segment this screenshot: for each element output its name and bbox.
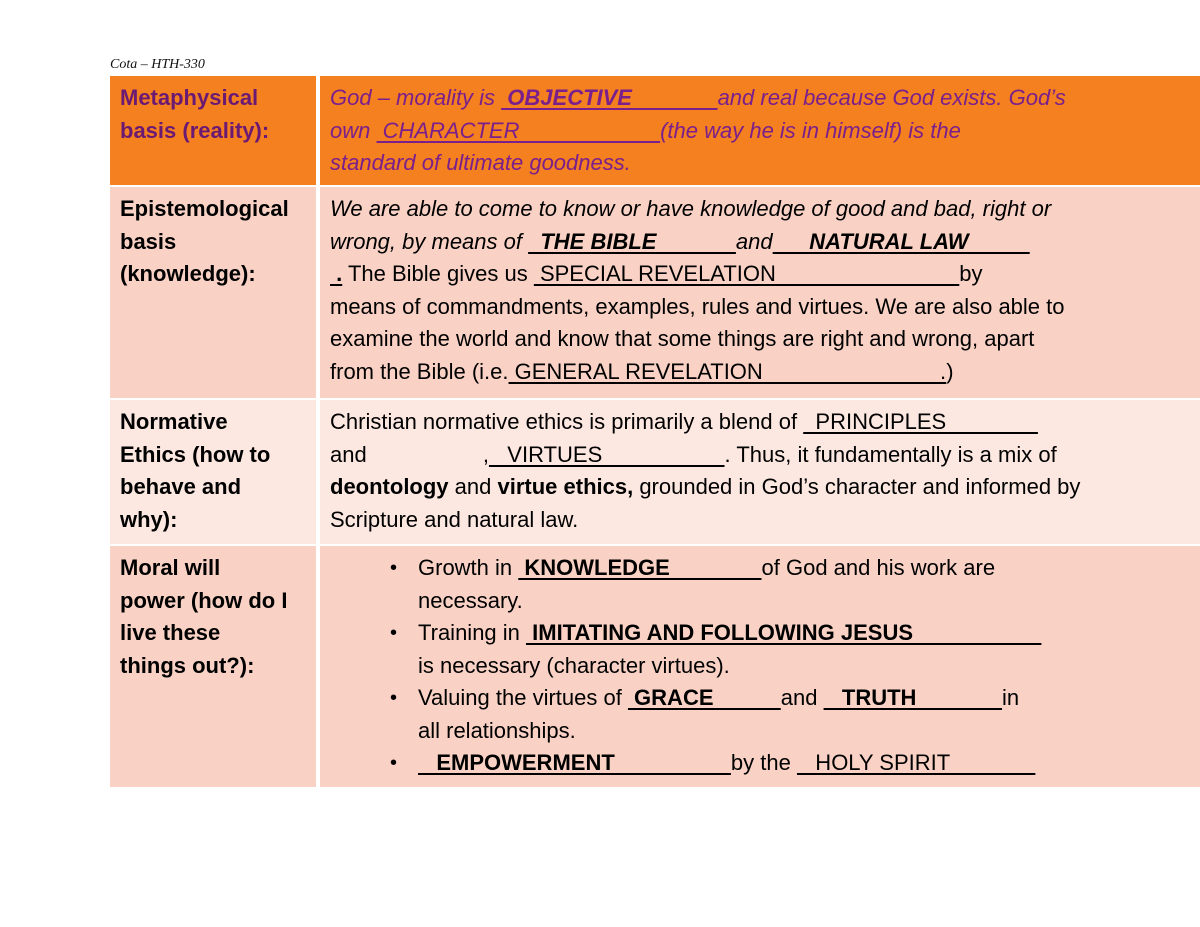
text: by the (730, 750, 797, 775)
text: and (780, 685, 824, 710)
body-line: standard of ultimate goodness. (330, 150, 631, 175)
bullet-icon: • (390, 622, 398, 644)
label-line: things out?): (120, 652, 255, 678)
answer-grace[interactable]: GRACE (627, 685, 781, 710)
label-line: Moral will (120, 555, 221, 580)
row-normative (108, 400, 1200, 544)
text: (the way he is in himself) is the (660, 117, 961, 143)
answer-virtues[interactable]: VIRTUES (488, 441, 725, 467)
text-deontology: deontology (330, 474, 449, 499)
answer-period: . (330, 261, 343, 286)
answer-special-revelation[interactable]: SPECIAL REVELATION (533, 261, 960, 286)
list-item (330, 682, 1200, 747)
answer-natural-law[interactable]: NATURAL LAW (772, 228, 1030, 254)
label-metaphysical (110, 76, 316, 185)
text: and (448, 474, 498, 499)
body-willpower (320, 546, 1200, 787)
label-line: Normative (120, 409, 228, 434)
body-line (330, 258, 1200, 291)
label-line: Epistemological (120, 196, 289, 221)
text: God – morality is (330, 85, 502, 110)
body-normative (320, 400, 1200, 544)
label-line: Ethics (how to (120, 441, 271, 467)
row-metaphysical (108, 76, 1200, 185)
label-line: live these (120, 620, 221, 645)
text: and , (330, 441, 489, 467)
bullet-icon: • (390, 687, 398, 709)
label-line: (knowledge): (120, 261, 256, 286)
answer-principles[interactable]: PRINCIPLES (803, 409, 1038, 434)
body-line (330, 82, 1200, 115)
body-line (330, 439, 1200, 472)
answer-character[interactable]: CHARACTER (376, 117, 661, 143)
answer-knowledge[interactable]: KNOWLEDGE (518, 555, 762, 580)
text: Training in (418, 620, 527, 645)
answer-bible[interactable]: THE BIBLE (528, 228, 736, 254)
body-metaphysical (320, 76, 1200, 185)
text: of God and his work are (761, 555, 996, 580)
bullet-icon: • (390, 752, 398, 774)
label-epistemological (110, 187, 316, 398)
body-epistemological (320, 187, 1200, 398)
label-line: power (how do I (120, 587, 288, 613)
answer-general-revelation[interactable]: GENERAL REVELATION . (508, 358, 947, 384)
body-line (418, 682, 1200, 715)
body-line (330, 115, 1200, 148)
body-line: necessary. (418, 587, 523, 613)
body-line (330, 406, 1200, 439)
text-virtue-ethics: virtue ethics, (497, 474, 634, 499)
text: own (330, 117, 377, 143)
body-line (418, 617, 1200, 650)
text: The Bible gives us (342, 261, 534, 286)
text: ) (946, 358, 954, 384)
label-line: why): (120, 506, 178, 532)
text: wrong, by means of (330, 228, 529, 254)
list-item (330, 552, 1200, 617)
text: Valuing the virtues of (418, 685, 628, 710)
bullet-icon: • (390, 557, 398, 579)
label-willpower (110, 546, 316, 787)
row-willpower (108, 546, 1200, 787)
row-epistemological (108, 187, 1200, 398)
answer-objective[interactable]: OBJECTIVE (501, 85, 718, 110)
answer-holy-spirit[interactable]: HOLY SPIRIT (796, 750, 1036, 775)
body-line: examine the world and know that some things are right and wrong, apart (330, 326, 1035, 351)
body-line (418, 552, 1200, 585)
text: Christian normative ethics is primarily a blend of (330, 409, 804, 434)
label-line: Metaphysical (120, 85, 259, 110)
body-line: We are able to come to know or have knowledge of good and bad, right or (330, 196, 1052, 221)
text: and real because God exists. God’s (717, 85, 1066, 110)
text: . Thus, it fundamentally is a mix of (724, 441, 1057, 467)
body-line (330, 226, 1200, 259)
body-line: Scripture and natural law. (330, 506, 579, 532)
text: and (735, 228, 773, 254)
text: in (1002, 685, 1020, 710)
list-item (330, 617, 1200, 682)
body-line (330, 356, 1200, 389)
label-normative (110, 400, 316, 544)
body-line: means of commandments, examples, rules and virtues. We are also able to (330, 293, 1065, 319)
text: Growth in (418, 555, 519, 580)
label-line: basis (reality): (120, 117, 270, 143)
label-line: behave and (120, 474, 242, 499)
body-line (418, 747, 1200, 780)
label-line: basis (120, 228, 177, 254)
body-line: all relationships. (418, 717, 576, 743)
bullet-list (330, 552, 1200, 780)
text: from the Bible (i.e. (330, 358, 509, 384)
text: by (959, 261, 983, 286)
body-line: is necessary (character virtues). (418, 652, 730, 678)
text: grounded in God’s character and informed by (633, 474, 1081, 499)
document-header: Cota – HTH-330 (110, 57, 205, 72)
list-item (330, 747, 1200, 780)
answer-truth[interactable]: TRUTH (823, 685, 1003, 710)
answer-empowerment[interactable]: EMPOWERMENT (418, 750, 731, 775)
body-line (330, 471, 1200, 504)
answer-imitating-jesus[interactable]: IMITATING AND FOLLOWING JESUS (526, 620, 1042, 645)
